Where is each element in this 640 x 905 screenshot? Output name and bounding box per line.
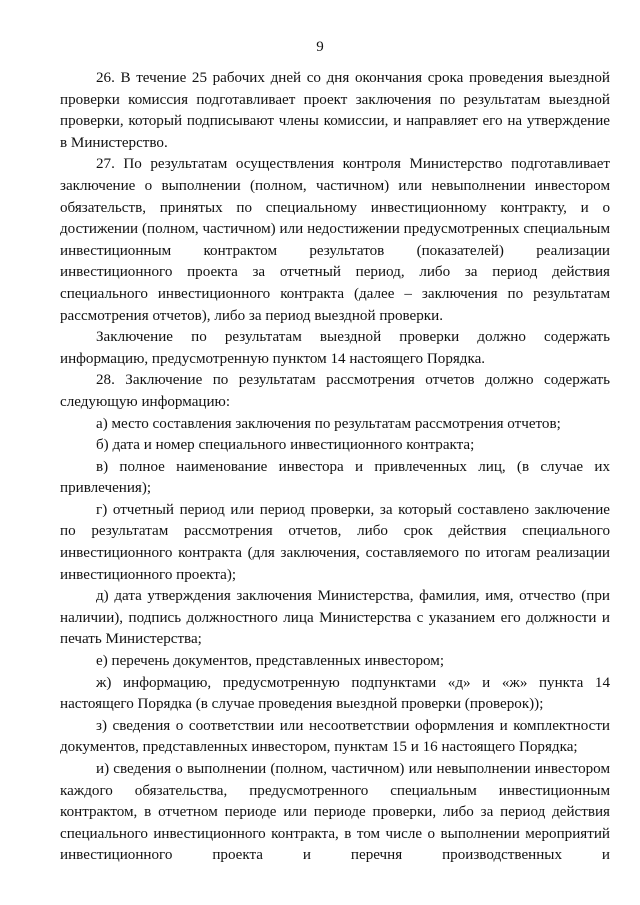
list-item-d: д) дата утверждения заключения Министерства, фамилия, имя, отчество (при наличии), подпись должностного лица Министерства с указанием его должности и печать Министерства;: [60, 588, 610, 648]
list-item-a: а) место составления заключения по результатам рассмотрения отчетов;: [96, 415, 561, 432]
list-item-g: г) отчетный период или период проверки, за который составлено заключение по результатам рассмотрения отчетов, либо срок действия специального инвестиционного контракта (для заключения, составляемого по итогам реализации инвестиционного проекта);: [60, 501, 610, 583]
list-item-v: в) полное наименование инвестора и привлеченных лиц, (в случае их привлечения);: [60, 458, 610, 497]
paragraph-28: 28. Заключение по результатам рассмотрения отчетов должно содержать следующую информацию:: [60, 372, 610, 410]
list-item-b: б) дата и номер специального инвестиционного контракта;: [96, 437, 475, 454]
list-item-zh: ж) информацию, предусмотренную подпунктами «д» и «ж» пункта 14 настоящего Порядка (в случае проведения выездной проверки (проверок));: [60, 674, 610, 713]
paragraph-27: 27. По результатам осуществления контроля Министерство подготавливает заключение о выполнении (полном, частичном) или невыполнении инвестором обязательств, принятых по специальному инвестиционному контракту, и о достижении (полном, частичном) или недостижении предусмотренных специальным инвестиционным контрактом результатов (показателей) реализации инвестиционного проекта за отчетный период, либо за период действия специального инвестиционного контракта (далее – заключения по результатам рассмотрения отчетов), либо за период выездной проверки.: [60, 156, 610, 324]
paragraph-conclusion-onsite: Заключение по результатам выездной проверки должно содержать информацию, предусмотренную пунктом 14 настоящего Порядка.: [60, 329, 610, 367]
list-item-e: е) перечень документов, представленных инвестором;: [96, 653, 445, 670]
list-item-i: и) сведения о выполнении (полном, частичном) или невыполнении инвестором каждого обязательства, предусмотренного специальным инвестиционным контрактом, в отчетном периоде или периоде проверки, либо за период действия специального инвестиционного контракта, в том числе о выполнении мероприятий инвестиционного проекта и перечня производственных и: [60, 761, 610, 864]
list-item-z: з) сведения о соответствии или несоответствии оформления и комплектности документов, представленных инвестором, пунктам 15 и 16 настоящего Порядка;: [60, 717, 610, 756]
paragraph-26: 26. В течение 25 рабочих дней со дня окончания срока проведения выездной проверки комиссия подготавливает проект заключения по результатам выездной проверки, который подписывают члены комиссии, и направляет его на утверждение в Министерство.: [60, 70, 610, 151]
document-body: [60, 68, 610, 867]
page-number: 9: [316, 39, 324, 55]
